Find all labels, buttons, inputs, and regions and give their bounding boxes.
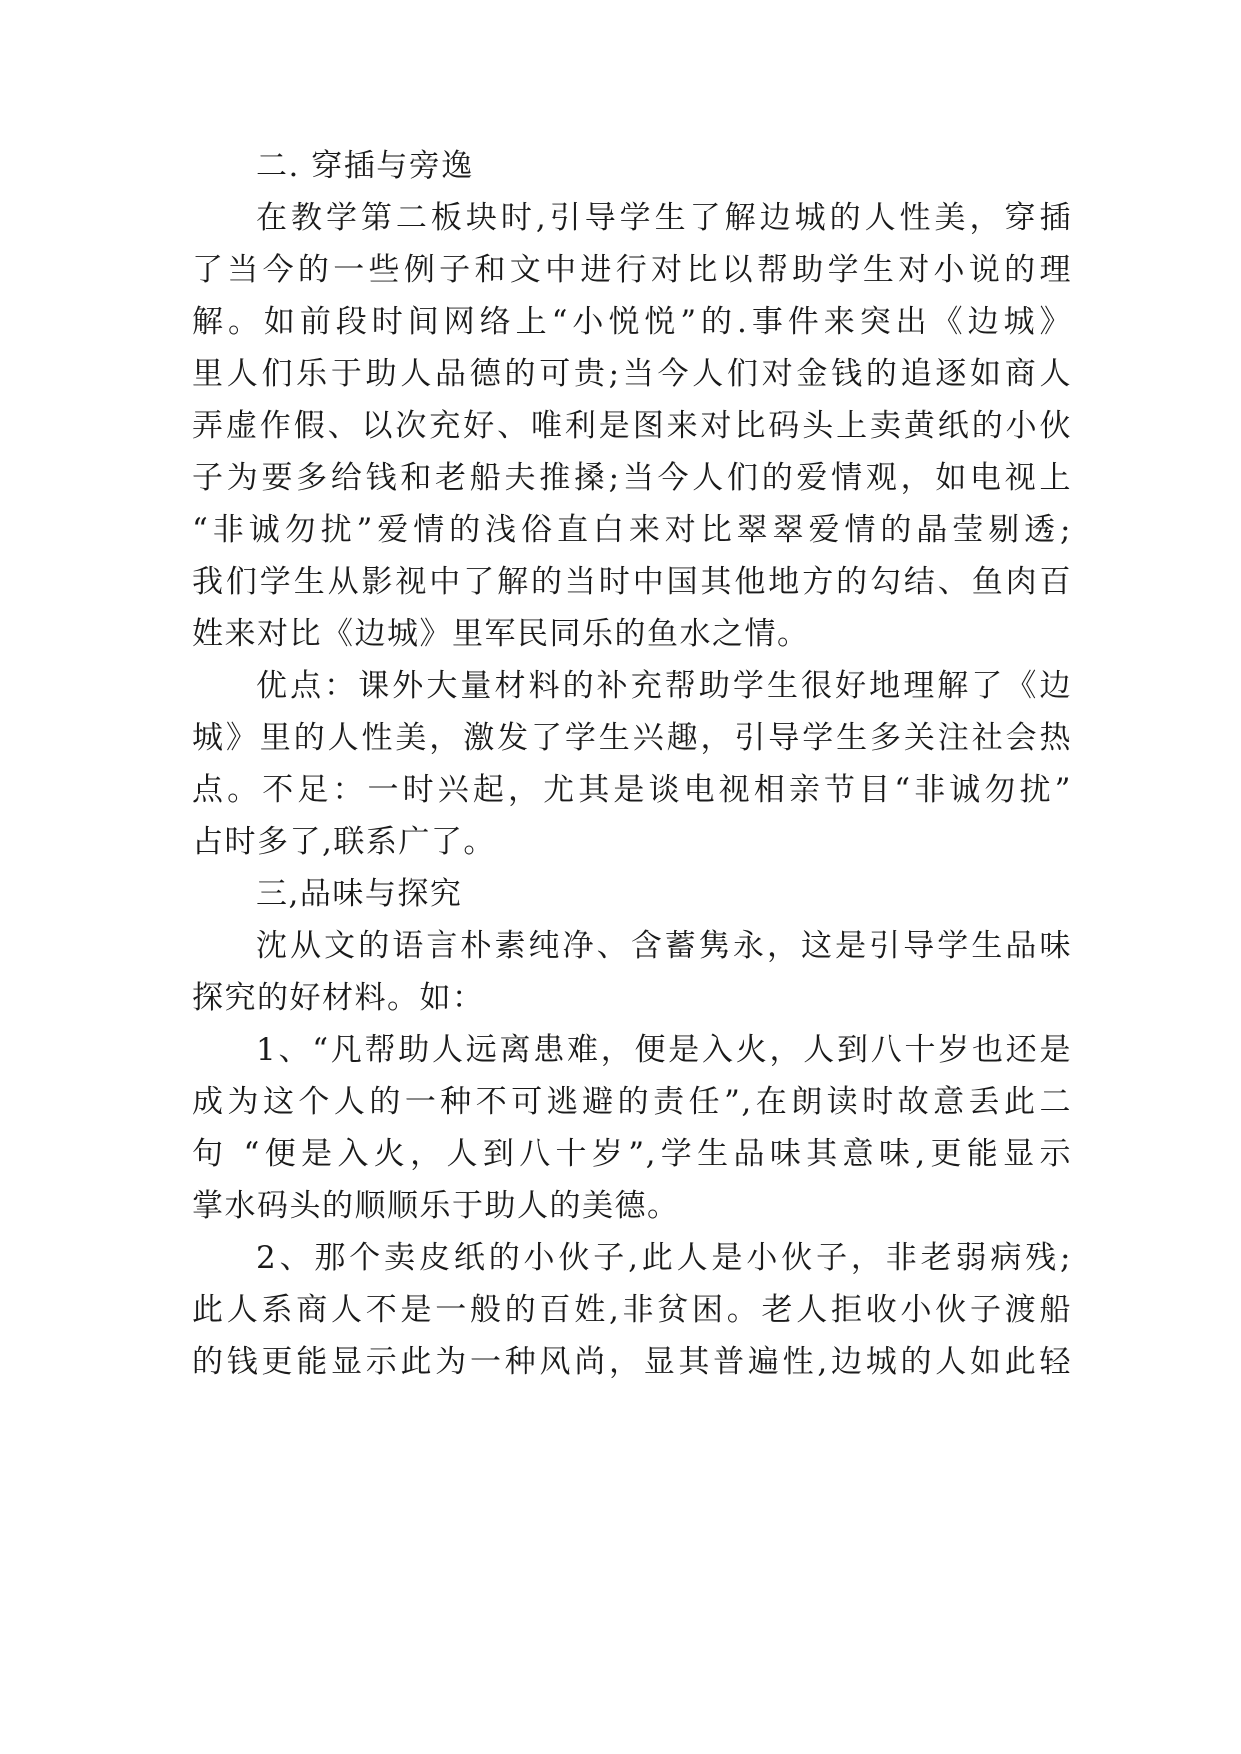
paragraph-line: 里人们乐于助人品德的可贵;当今人们对金钱的追逐如商人 xyxy=(192,356,1072,392)
paragraph-line: 我们学生从影视中了解的当时中国其他地方的勾结、鱼肉百 xyxy=(192,564,1072,600)
paragraph-line: 1、“凡帮助人远离患难，便是入火，人到八十岁也还是 xyxy=(256,1032,1072,1068)
paragraph-line: 解。如前段时间网络上“小悦悦”的.事件来突出《边城》 xyxy=(192,304,1072,340)
paragraph-line: 城》里的人性美，激发了学生兴趣，引导学生多关注社会热 xyxy=(192,720,1072,756)
paragraph-line: 姓来对比《边城》里军民同乐的鱼水之情。 xyxy=(192,616,810,652)
paragraph-line: 句 “便是入火，人到八十岁”,学生品味其意味,更能显示 xyxy=(192,1136,1072,1172)
paragraph-line: 成为这个人的一种不可逃避的责任”,在朗读时故意丢此二 xyxy=(192,1084,1072,1120)
paragraph-line: 弄虚作假、以次充好、唯利是图来对比码头上卖黄纸的小伙 xyxy=(192,408,1072,444)
paragraph-line: 2、那个卖皮纸的小伙子,此人是小伙子，非老弱病残; xyxy=(256,1240,1072,1276)
paragraph-line: 掌水码头的顺顺乐于助人的美德。 xyxy=(192,1188,680,1224)
paragraph-line: 了当今的一些例子和文中进行对比以帮助学生对小说的理 xyxy=(192,252,1072,288)
paragraph-line: 沈从文的语言朴素纯净、含蓄隽永，这是引导学生品味 xyxy=(256,928,1072,964)
paragraph-line: 的钱更能显示此为一种风尚，显其普遍性,边城的人如此轻 xyxy=(192,1344,1072,1380)
paragraph-line: 子为要多给钱和老船夫推搡;当今人们的爱情观，如电视上 xyxy=(192,460,1072,496)
paragraph-line: 在教学第二板块时,引导学生了解边城的人性美，穿插 xyxy=(256,200,1072,236)
paragraph-line: “非诚勿扰”爱情的浅俗直白来对比翠翠爱情的晶莹剔透; xyxy=(192,512,1072,548)
paragraph-line: 此人系商人不是一般的百姓,非贫困。老人拒收小伙子渡船 xyxy=(192,1292,1072,1328)
section-heading-2: 二. 穿插与旁逸 xyxy=(256,148,474,184)
paragraph-line: 探究的好材料。如： xyxy=(192,980,485,1016)
section-heading-3: 三,品味与探究 xyxy=(256,876,463,912)
paragraph-line: 占时多了,联系广了。 xyxy=(192,824,496,860)
paragraph-line: 优点：课外大量材料的补充帮助学生很好地理解了《边 xyxy=(256,668,1072,704)
paragraph-line: 点。不足：一时兴起，尤其是谈电视相亲节目“非诚勿扰” xyxy=(192,772,1072,808)
